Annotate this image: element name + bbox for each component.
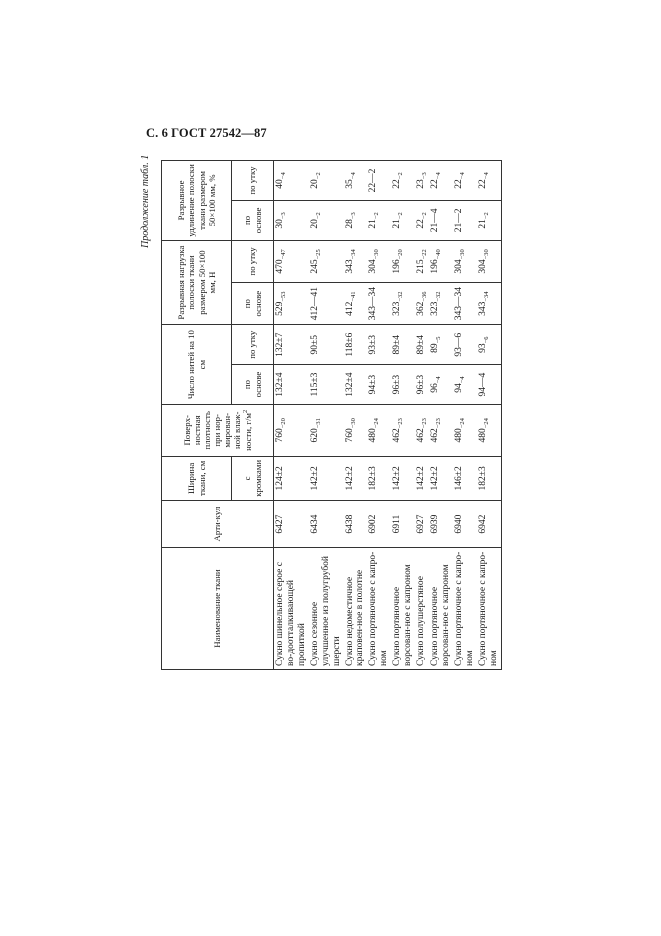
cell-value: 304 <box>478 259 489 274</box>
cell-deviation: −24 <box>483 418 490 429</box>
cell-density <box>453 405 477 457</box>
cell-density <box>274 405 309 457</box>
header-load-warp: по основе <box>232 283 274 325</box>
cell-value: 142±2 <box>392 466 403 491</box>
cell-deviation: −30 <box>373 249 381 260</box>
cell-value: 20 <box>309 219 320 229</box>
cell-load-warp <box>309 283 344 325</box>
cell-load-warp <box>429 283 453 325</box>
cell-deviation: −4 <box>459 376 467 384</box>
cell-load-warp <box>415 283 429 325</box>
cell-value: 94 <box>454 383 465 393</box>
cell-deviation: −23 <box>435 418 443 429</box>
header-density-text: Поверх-ностная плотность при нор-мирован-ной влаж-ности, г/м <box>181 411 254 451</box>
cell-value: 304 <box>454 259 465 274</box>
cell-load-weft <box>415 240 429 282</box>
cell-deviation: −23 <box>420 418 428 429</box>
header-elong-warp: по основе <box>232 200 274 240</box>
table-row <box>344 161 368 670</box>
table-body <box>274 161 502 670</box>
cell-value: 480 <box>368 428 379 443</box>
cell-load-weft <box>367 240 391 282</box>
cell-width <box>477 456 501 501</box>
cell-value: 93 <box>478 343 489 353</box>
cell-value: 132±7 <box>275 332 285 357</box>
cell-deviation: −4 <box>435 376 443 384</box>
table-row <box>309 161 344 670</box>
cell-value: 96±3 <box>416 374 427 395</box>
cell-deviation: −2 <box>314 212 322 220</box>
cell-density <box>344 405 368 457</box>
header-article: Арти-кул <box>162 501 274 548</box>
cell-article <box>274 501 309 548</box>
header-threads-warp: по основе <box>232 365 274 405</box>
cell-value: 22 <box>478 179 489 189</box>
table-row <box>477 161 501 670</box>
header-threads: Число нитей на 10 см <box>162 325 232 405</box>
cell-width <box>309 456 344 501</box>
cell-elong-weft <box>429 161 453 201</box>
cell-deviation: −24 <box>373 418 381 429</box>
cell-fabric-name: Сукно недоместичное краповен-ное в полотне <box>344 548 368 670</box>
cell-fabric-name: Сукно шинельное серое с во-доотталкивающей пропиткой <box>274 548 309 670</box>
cell-value: 462 <box>392 428 403 443</box>
cell-value: 142±2 <box>430 466 441 491</box>
header-name: Наименование ткани <box>162 548 274 670</box>
cell-value: 146±2 <box>454 466 465 491</box>
cell-threads-weft <box>453 325 477 365</box>
cell-deviation: −2 <box>397 172 405 180</box>
cell-value: 89±4 <box>392 334 403 355</box>
cell-deviation: −2 <box>314 172 322 180</box>
cell-elong-warp <box>274 200 309 240</box>
cell-value: 480 <box>454 428 465 443</box>
cell-value: 142±2 <box>344 466 355 491</box>
cell-elong-weft <box>274 161 309 201</box>
cell-value: 6427 <box>275 514 285 534</box>
cell-threads-weft <box>309 325 344 365</box>
cell-value: 89 <box>430 343 441 353</box>
cell-density <box>367 405 391 457</box>
cell-load-weft <box>344 240 368 282</box>
cell-fabric-name: Сукно портяночное ворсован-ное с капроном <box>429 548 453 670</box>
cell-load-warp <box>274 283 309 325</box>
page-header: С. 6 ГОСТ 27542—87 <box>146 126 267 140</box>
cell-value: 118±6 <box>344 332 355 357</box>
cell-deviation: −2 <box>420 212 428 220</box>
header-elong-weft: по утку <box>232 161 274 201</box>
cell-value: 6911 <box>392 514 403 534</box>
cell-deviation: −3 <box>279 212 287 220</box>
cell-value: 132±4 <box>275 372 285 397</box>
cell-value: 480 <box>478 428 489 443</box>
cell-value: 22 <box>454 179 465 189</box>
cell-value: 343—34 <box>454 287 465 321</box>
cell-value: 40 <box>275 179 285 189</box>
cell-elong-warp <box>367 200 391 240</box>
header-load-weft: по утку <box>232 240 274 282</box>
cell-threads-weft <box>391 325 415 365</box>
cell-value: 215 <box>416 259 427 274</box>
cell-value: 96±3 <box>392 374 403 395</box>
cell-deviation: −34 <box>349 249 357 260</box>
cell-elong-warp <box>391 200 415 240</box>
cell-value: 115±3 <box>309 372 320 397</box>
cell-deviation: −40 <box>435 249 443 260</box>
cell-width <box>367 456 391 501</box>
cell-load-weft <box>429 240 453 282</box>
cell-threads-weft <box>429 325 453 365</box>
cell-width <box>453 456 477 501</box>
cell-deviation: −31 <box>314 418 322 429</box>
cell-threads-warp <box>309 365 344 405</box>
cell-value: 21 <box>478 219 489 229</box>
cell-value: 132±4 <box>344 372 355 397</box>
cell-value: 462 <box>416 428 427 443</box>
cell-density <box>309 405 344 457</box>
cell-fabric-name: Сукно портяночное с капро-ном <box>477 548 501 670</box>
cell-value: 760 <box>275 428 285 443</box>
cell-deviation: −34 <box>483 291 490 302</box>
cell-width <box>429 456 453 501</box>
cell-deviation: −4 <box>435 172 443 180</box>
cell-elong-warp <box>453 200 477 240</box>
cell-load-warp <box>344 283 368 325</box>
cell-elong-weft <box>453 161 477 201</box>
cell-deviation: −4 <box>279 172 287 180</box>
cell-value: 304 <box>368 259 379 274</box>
cell-value: 470 <box>275 259 285 274</box>
cell-value: 93—6 <box>454 332 465 357</box>
cell-value: 35 <box>344 179 355 189</box>
cell-deviation: −30 <box>483 249 490 260</box>
cell-article <box>344 501 368 548</box>
cell-deviation: −3 <box>349 212 357 220</box>
cell-value: 23 <box>416 179 427 189</box>
cell-value: 6902 <box>368 514 379 534</box>
cell-load-warp <box>453 283 477 325</box>
cell-load-weft <box>274 240 309 282</box>
cell-value: 22 <box>430 179 441 189</box>
header-elong: Разрывное удлинение полоски ткани размером 50×100 мм, % <box>162 161 232 241</box>
continuation-label: Продолжение табл. 1 <box>140 154 151 248</box>
cell-value: 94—4 <box>478 372 489 397</box>
cell-fabric-name: Сукно полушерстяное <box>415 548 429 670</box>
cell-elong-warp <box>344 200 368 240</box>
cell-value: 21—4 <box>430 208 441 233</box>
cell-fabric-name: Сукно портяночное с капро-ном <box>367 548 391 670</box>
cell-deviation: −23 <box>397 418 405 429</box>
cell-deviation: −6 <box>483 336 490 344</box>
cell-value: 196 <box>430 259 441 274</box>
cell-threads-weft <box>274 325 309 365</box>
cell-load-weft <box>453 240 477 282</box>
cell-value: 343—34 <box>368 287 379 321</box>
cell-deviation: −30 <box>459 249 467 260</box>
cell-elong-weft <box>477 161 501 201</box>
cell-load-warp <box>367 283 391 325</box>
cell-value: 20 <box>309 179 320 189</box>
cell-elong-weft <box>367 161 391 201</box>
cell-value: 245 <box>309 259 320 274</box>
cell-deviation: −4 <box>459 172 467 180</box>
cell-deviation: −41 <box>349 291 357 302</box>
cell-value: 6434 <box>309 514 320 534</box>
table-row <box>415 161 429 670</box>
cell-threads-weft <box>344 325 368 365</box>
cell-value: 323 <box>392 301 403 316</box>
cell-article <box>477 501 501 548</box>
table-container <box>161 160 500 670</box>
cell-threads-weft <box>367 325 391 365</box>
cell-value: 6927 <box>416 514 427 534</box>
cell-deviation: −30 <box>349 418 357 429</box>
cell-value: 30 <box>275 219 285 229</box>
cell-value: 22 <box>416 219 427 229</box>
cell-deviation: −25 <box>314 249 322 260</box>
cell-value: 22—2 <box>368 168 379 193</box>
cell-threads-warp <box>477 365 501 405</box>
cell-value: 343 <box>478 301 489 316</box>
cell-deviation: −47 <box>279 249 287 260</box>
header-threads-weft: по утку <box>232 325 274 365</box>
table-row <box>391 161 415 670</box>
header-width: Ширина ткани, см <box>162 456 232 501</box>
cell-width <box>274 456 309 501</box>
cell-value: 196 <box>392 259 403 274</box>
header-density-sup: 2 <box>242 409 250 414</box>
cell-value: 96 <box>430 383 441 393</box>
header-load: Разрывная нагрузка полоски ткани размером 50×100 мм, Н <box>162 240 232 324</box>
cell-fabric-name: Сукно портяночное с капро-ном <box>453 548 477 670</box>
cell-value: 412—41 <box>309 287 320 321</box>
cell-load-warp <box>391 283 415 325</box>
cell-deviation: −2 <box>397 212 405 220</box>
cell-density <box>391 405 415 457</box>
cell-threads-warp <box>344 365 368 405</box>
cell-value: 412 <box>344 301 355 316</box>
cell-value: 343 <box>344 259 355 274</box>
cell-value: 124±2 <box>275 466 285 491</box>
cell-article <box>391 501 415 548</box>
header-width-sub: с кромками <box>232 456 274 501</box>
cell-value: 28 <box>344 219 355 229</box>
cell-density <box>477 405 501 457</box>
cell-load-weft <box>477 240 501 282</box>
cell-deviation: −2 <box>483 212 490 220</box>
cell-elong-weft <box>391 161 415 201</box>
table-row <box>367 161 391 670</box>
fabric-table <box>161 160 502 670</box>
cell-deviation: −32 <box>397 291 405 302</box>
cell-value: 21 <box>368 219 379 229</box>
cell-value: 21 <box>392 219 403 229</box>
cell-threads-warp <box>429 365 453 405</box>
cell-value: 6939 <box>430 514 441 534</box>
cell-threads-warp <box>391 365 415 405</box>
cell-value: 760 <box>344 428 355 443</box>
cell-deviation: −3 <box>420 172 428 180</box>
cell-elong-warp <box>309 200 344 240</box>
cell-value: 142±2 <box>309 466 320 491</box>
cell-threads-weft <box>415 325 429 365</box>
cell-deviation: −32 <box>435 291 443 302</box>
cell-value: 6940 <box>454 514 465 534</box>
cell-elong-warp <box>429 200 453 240</box>
cell-deviation: −4 <box>349 172 357 180</box>
cell-elong-warp <box>415 200 429 240</box>
cell-value: 94±3 <box>368 374 379 395</box>
table-row <box>429 161 453 670</box>
cell-threads-warp <box>453 365 477 405</box>
cell-value: 6438 <box>344 514 355 534</box>
cell-deviation: −20 <box>279 418 287 429</box>
cell-value: 90±5 <box>309 334 320 355</box>
cell-elong-weft <box>344 161 368 201</box>
cell-fabric-name: Сукно портяночное ворсован-ное с капроном <box>391 548 415 670</box>
cell-deviation: −22 <box>420 249 428 260</box>
cell-article <box>309 501 344 548</box>
cell-density <box>415 405 429 457</box>
cell-value: 22 <box>392 179 403 189</box>
cell-deviation: −53 <box>279 291 287 302</box>
cell-value: 529 <box>275 301 285 316</box>
cell-article <box>415 501 429 548</box>
cell-threads-warp <box>367 365 391 405</box>
table-row <box>274 161 309 670</box>
cell-deviation: −36 <box>420 291 428 302</box>
cell-article <box>453 501 477 548</box>
cell-value: 182±3 <box>368 466 379 491</box>
cell-density <box>429 405 453 457</box>
cell-value: 323 <box>430 301 441 316</box>
cell-threads-weft <box>477 325 501 365</box>
cell-value: 93±3 <box>368 334 379 355</box>
cell-value: 462 <box>430 428 441 443</box>
cell-value: 142±2 <box>416 466 427 491</box>
cell-deviation: −20 <box>397 249 405 260</box>
cell-value: 620 <box>309 428 320 443</box>
cell-article <box>429 501 453 548</box>
cell-value: 182±3 <box>478 466 489 491</box>
cell-value: 89±4 <box>416 334 427 355</box>
cell-value: 21—2 <box>454 208 465 233</box>
cell-threads-warp <box>274 365 309 405</box>
cell-elong-warp <box>477 200 501 240</box>
cell-deviation: −2 <box>373 212 381 220</box>
cell-load-weft <box>309 240 344 282</box>
table-row <box>453 161 477 670</box>
cell-elong-weft <box>415 161 429 201</box>
cell-width <box>415 456 429 501</box>
cell-threads-warp <box>415 365 429 405</box>
cell-load-weft <box>391 240 415 282</box>
cell-article <box>367 501 391 548</box>
cell-fabric-name: Сукно сезонное улучшенное из полугрубой шерсти <box>309 548 344 670</box>
cell-width <box>344 456 368 501</box>
cell-value: 362 <box>416 301 427 316</box>
cell-deviation: −5 <box>435 336 443 344</box>
cell-width <box>391 456 415 501</box>
cell-deviation: −4 <box>483 172 490 180</box>
header-density <box>162 405 274 457</box>
cell-deviation: −24 <box>459 418 467 429</box>
cell-load-warp <box>477 283 501 325</box>
cell-elong-weft <box>309 161 344 201</box>
cell-value: 6942 <box>478 514 489 534</box>
